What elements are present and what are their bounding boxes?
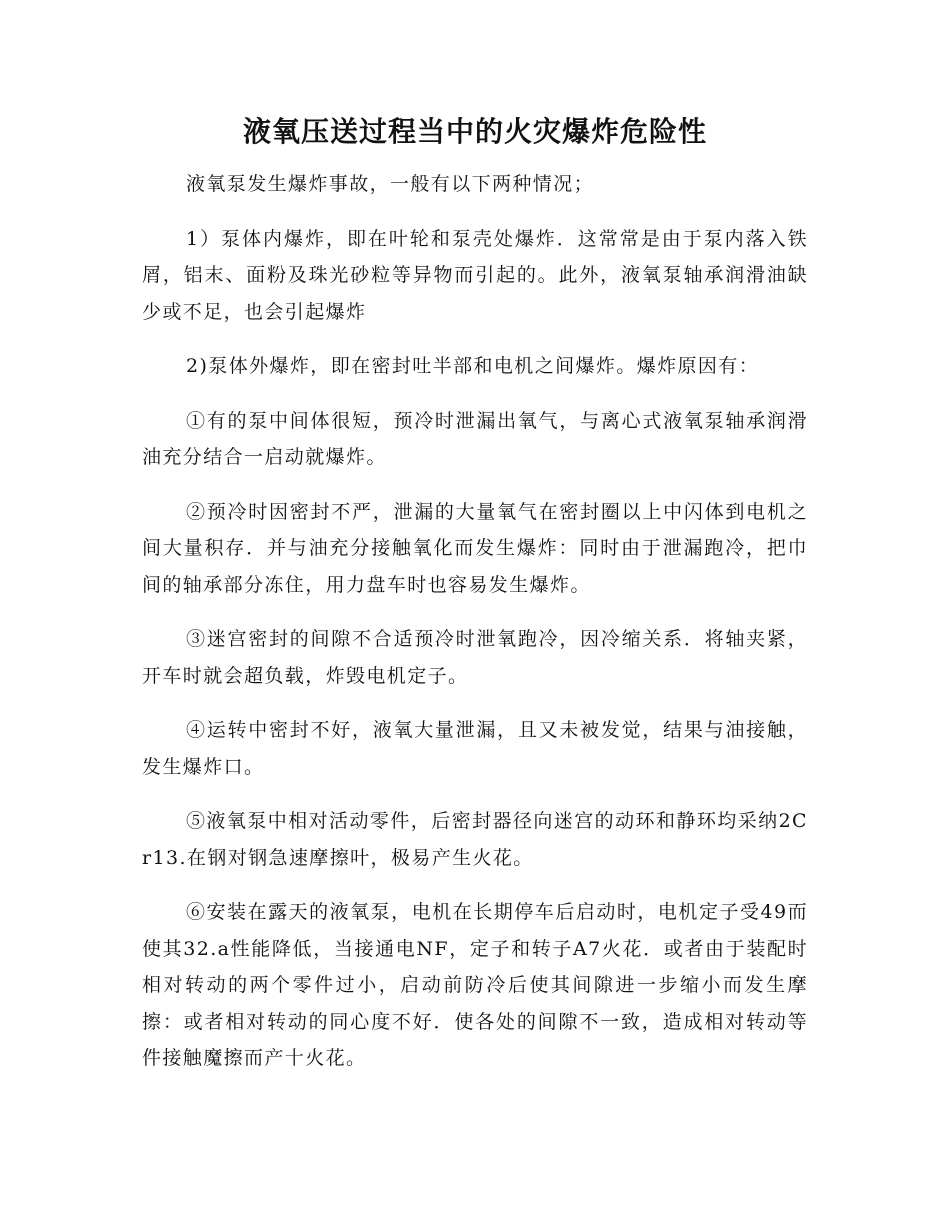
paragraph-cause-3: ③迷宫密封的间隙不合适预冷时泄氧跑冷，因冷缩关系．将轴夹紧，开车时就会超负载，炸毁电机定子。 bbox=[142, 628, 808, 687]
paragraph-cause-1: ①有的泵中间体很短，预冷时泄漏出氧气，与离心式液氧泵轴承润滑油充分结合一启动就爆炸。 bbox=[142, 409, 808, 468]
paragraph-cause-5: ⑤液氧泵中相对活动零件，后密封器径向迷宫的动环和静环均采纳2Cr13.在钢对钢急速摩擦叶，极易产生火花。 bbox=[142, 810, 808, 869]
document-body bbox=[142, 166, 808, 1095]
paragraph-intro: 液氧泵发生爆炸事故，一般有以下两种情况； bbox=[186, 173, 595, 195]
paragraph-pump-external-explosion: 2)泵体外爆炸，即在密封吐半部和电机之间爆炸。爆炸原因有： bbox=[186, 355, 760, 377]
paragraph-pump-internal-explosion: 1）泵体内爆炸，即在叶轮和泵壳处爆炸．这常常是由于泵内落入铁屑，铝末、面粉及珠光砂粒等异物而引起的。此外，液氧泵轴承润滑油缺少或不足，也会引起爆炸 bbox=[142, 227, 808, 323]
paragraph-cause-2: ②预冷时因密封不严，泄漏的大量氧气在密封圈以上中闪体到电机之间大量积存．并与油充分接触氧化而发生爆炸：同时由于泄漏跑冷，把巾间的轴承部分冻住，用力盘车时也容易发生爆炸。 bbox=[142, 500, 808, 596]
document-title: 液氧压送过程当中的火灾爆炸危险性 bbox=[242, 115, 707, 148]
paragraph-cause-6: ⑥安装在露天的液氧泵，电机在长期停车后启动时，电机定子受49而使其32.a性能降低，当接通电NF，定子和转子A7火花．或者由于装配时相对转动的两个零件过小，启动前防冷后使其间隙进一步缩小而发生摩擦：或者相对转动的同心度不好．使各处的间隙不一致，造成相对转动等件接触魔擦而产十火花。 bbox=[142, 901, 808, 1069]
paragraph-cause-4: ④运转中密封不好，液氧大量泄漏，且又未被发觉，结果与油接触，发生爆炸口。 bbox=[142, 719, 808, 778]
